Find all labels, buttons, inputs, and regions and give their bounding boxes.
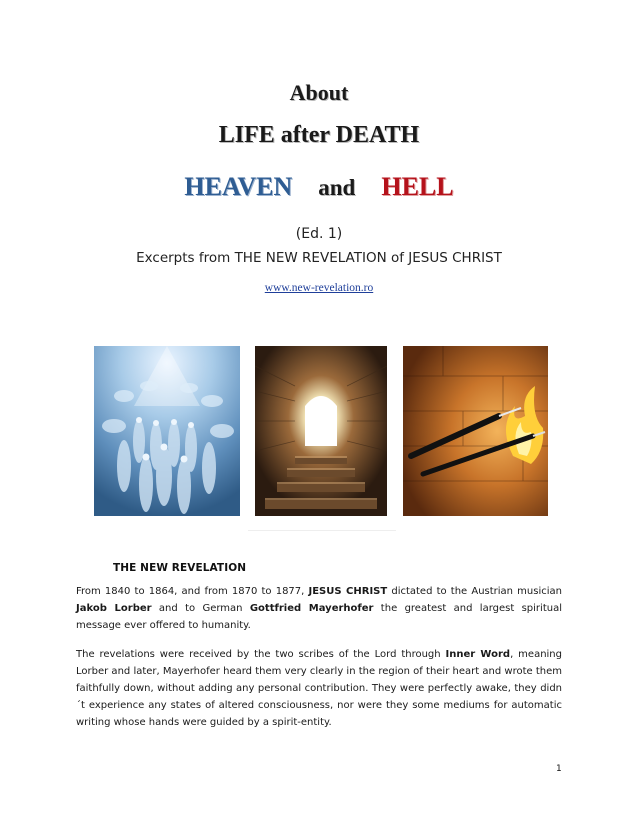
page-number: 1 <box>556 764 562 774</box>
paragraph-1 <box>76 583 562 634</box>
title-about: About <box>289 80 349 105</box>
section-title: THE NEW REVELATION <box>113 562 247 574</box>
heaven-image <box>94 346 240 516</box>
p2-text-c: , meaning Lorber and later, Mayerhofer heard them very clearly in the region of their heart and wrote them faithfully down, without adding any personal contribution. They were perfectly awake, they didn´t experience any states of altered consciousness, nor were they some mediums for automatic writing whose hands were guided by a spirit-entity. <box>76 649 562 728</box>
tunnel-image <box>255 346 387 516</box>
hell-fire-image <box>403 346 548 516</box>
p1-text-g: the greatest and largest spiritual message ever offered to humanity. <box>76 603 562 631</box>
divider <box>248 530 396 531</box>
p2-bold-inner-word: Inner Word <box>445 649 511 660</box>
p1-bold-jesus-christ: JESUS CHRIST <box>308 586 388 597</box>
p1-text-c: dictated to the Austrian musician <box>387 586 562 597</box>
website-link[interactable]: www.new-revelation.ro <box>264 282 374 294</box>
p1-bold-mayerhofer: Gottfried Mayerhofer <box>249 603 374 614</box>
title-heaven-and-hell <box>0 172 638 202</box>
excerpts-subtitle: Excerpts from THE NEW REVELATION of JESUS CHRIST <box>136 250 502 266</box>
p1-text-a: From 1840 to 1864, and from 1870 to 1877, <box>76 586 309 597</box>
p1-bold-jakob-lorber: Jakob Lorber <box>76 603 152 614</box>
title-and: and <box>318 175 356 200</box>
paragraph-2 <box>76 646 562 731</box>
p2-text-a: The revelations were received by the two scribes of the Lord through <box>76 649 446 660</box>
title-hell: HELL <box>381 172 454 201</box>
title-life-after-death: LIFE after DEATH <box>218 122 420 148</box>
title-heaven: HEAVEN <box>184 172 293 201</box>
p1-text-e: and to German <box>151 603 250 614</box>
edition-label: (Ed. 1) <box>295 226 343 242</box>
